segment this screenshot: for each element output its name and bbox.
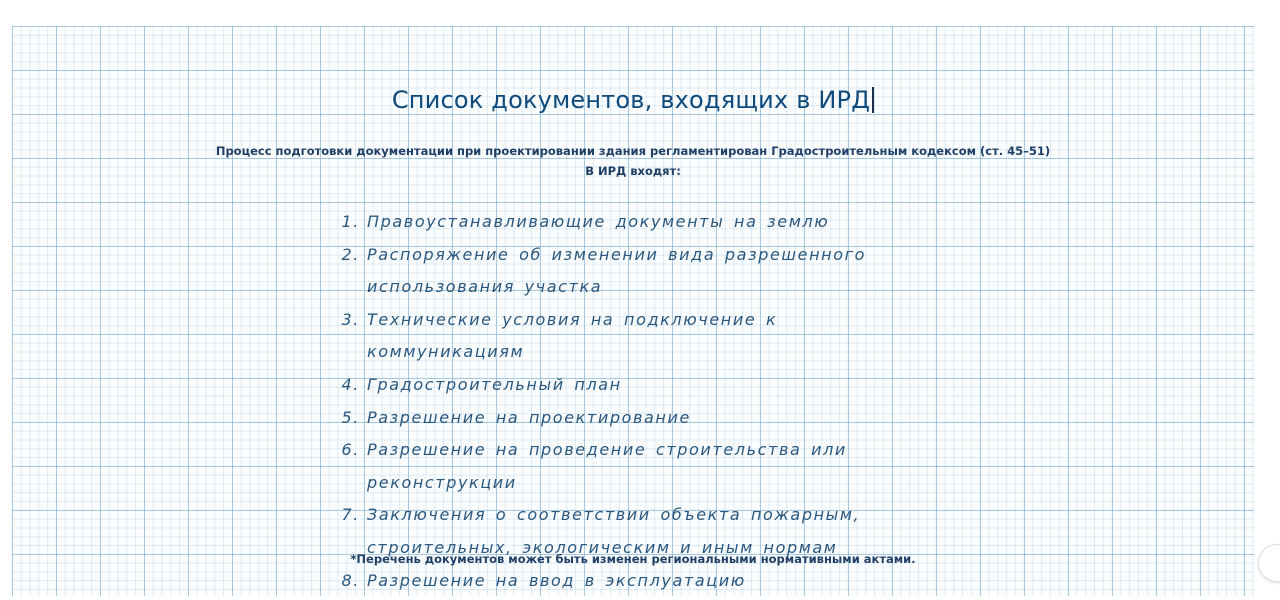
list-item-number: 2. (341, 244, 360, 264)
included-label: В ИРД входят: (585, 164, 681, 178)
list-item-text: Распоряжение об изменении вида разрешенного использования участка (367, 244, 866, 297)
list-item-text: Технические условия на подключение к коммуникациям (367, 309, 778, 362)
list-item-text: Разрешение на проектирование (367, 407, 691, 427)
list-item-number: 1. (341, 212, 360, 231)
list-item-text: Правоустанавливающие документы на землю (367, 212, 830, 231)
list-item (338, 206, 938, 239)
list-item (338, 304, 938, 369)
list-item-number: 5. (341, 407, 360, 427)
list-item-number: 6. (341, 440, 360, 460)
list-item-number: 4. (341, 374, 360, 394)
text-cursor (872, 87, 874, 113)
scroll-to-top-button[interactable] (1258, 544, 1280, 582)
document-list (338, 206, 938, 596)
list-item-text: Разрешение на проведение строительства или реконструкции (367, 440, 847, 492)
list-item-number: 3. (341, 309, 360, 329)
list-item (338, 565, 938, 596)
list-item (338, 369, 938, 402)
graph-paper-section (12, 26, 1254, 596)
list-item-text: Разрешение на ввод в эксплуатацию (367, 570, 746, 590)
list-item-number: 8. (341, 570, 360, 590)
page-title (12, 86, 1254, 114)
list-item (338, 402, 938, 435)
footnote: *Перечень документов может быть изменен региональными нормативными актами. (350, 552, 916, 566)
list-item (338, 239, 938, 304)
list-item (338, 434, 938, 499)
page-title-text: Список документов, входящих в ИРД (391, 86, 871, 114)
subtitle: Процесс подготовки документации при проектировании здания регламентирован Градостроительным кодексом (ст. 45–51) (215, 144, 1051, 158)
list-item-number: 7. (341, 505, 360, 525)
list-item-text: Заключения о соответствии объекта пожарным, строительных, экологическим и иным нормам (367, 505, 861, 557)
list-item-text: Градостроительный план (367, 374, 622, 394)
